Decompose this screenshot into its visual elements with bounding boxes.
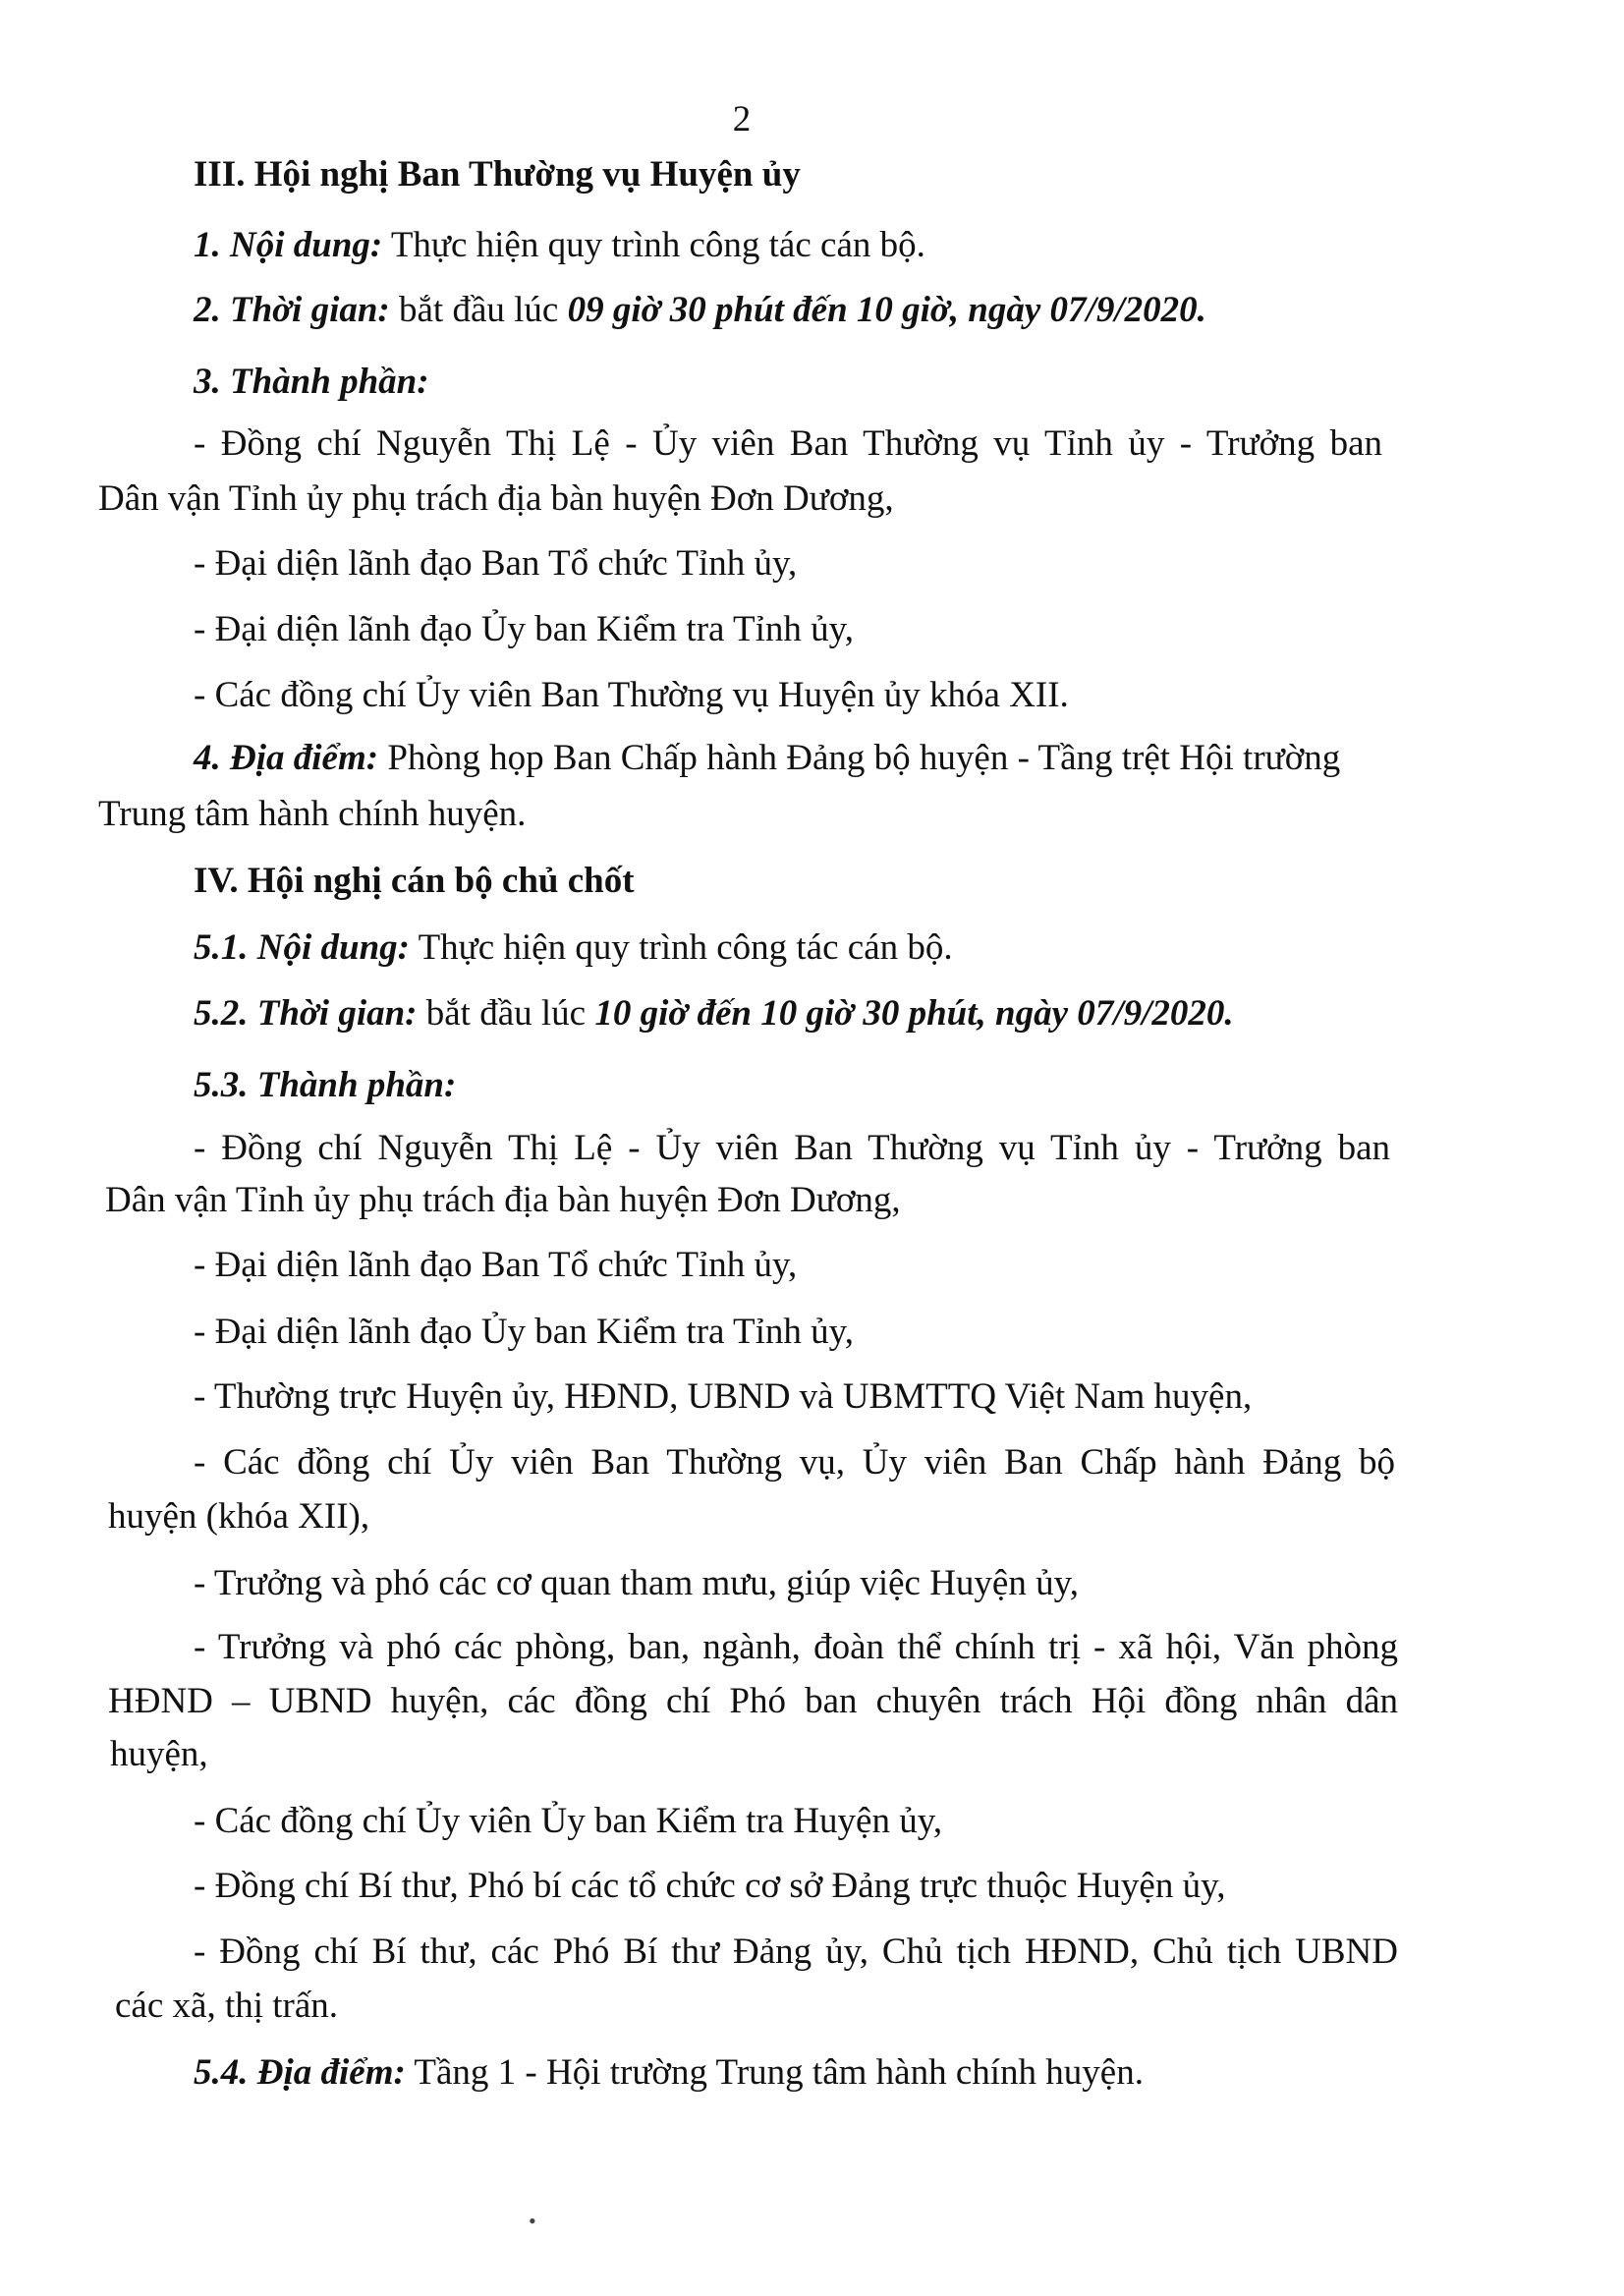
section-4-member-6: - Trưởng và phó các cơ quan tham mưu, giúp việc Huyện ủy, xyxy=(194,1563,1079,1603)
section-3-time-value: 09 giờ 30 phút đến 10 giờ, ngày 07/9/2020. xyxy=(567,290,1206,330)
section-4-time-value: 10 giờ đến 10 giờ 30 phút, ngày 07/9/2020. xyxy=(594,993,1234,1034)
section-4-member-8: - Các đồng chí Ủy viên Ủy ban Kiểm tra Huyện ủy, xyxy=(194,1801,943,1841)
section-4-time-label: 5.2. Thời gian: xyxy=(194,993,418,1034)
section-3-location-line-1 xyxy=(194,737,1340,780)
section-4-content-text: Thực hiện quy trình công tác cán bộ. xyxy=(409,927,953,968)
section-3-member-3: - Đại diện lãnh đạo Ủy ban Kiểm tra Tỉnh ủy, xyxy=(194,609,854,649)
section-3-member-2: - Đại diện lãnh đạo Ban Tổ chức Tỉnh ủy, xyxy=(194,543,798,584)
section-4-member-10-line-2: các xã, thị trấn. xyxy=(115,1986,339,2026)
section-4-content-label: 5.1. Nội dung: xyxy=(194,927,410,968)
section-4-member-5-line-1: - Các đồng chí Ủy viên Ban Thường vụ, Ủy viên Ban Chấp hành Đảng bộ xyxy=(194,1442,1395,1483)
section-4-location-label: 5.4. Địa điểm: xyxy=(194,2052,406,2093)
scan-speck: • xyxy=(529,2209,536,2233)
section-4-member-7-line-1: - Trưởng và phó các phòng, ban, ngành, đoàn thể chính trị - xã hội, Văn phòng xyxy=(194,1627,1398,1667)
section-4-content xyxy=(194,926,953,970)
section-4-member-10-line-1: - Đồng chí Bí thư, các Phó Bí thư Đảng ủy, Chủ tịch HĐND, Chủ tịch UBND xyxy=(194,1932,1398,1972)
section-4-member-1-line-2: Dân vận Tỉnh ủy phụ trách địa bàn huyện Đơn Dương, xyxy=(105,1180,901,1220)
section-4-members-label: 5.3. Thành phần: xyxy=(194,1065,457,1105)
section-3-members-label: 3. Thành phần: xyxy=(194,362,429,402)
section-4-member-2: - Đại diện lãnh đạo Ban Tổ chức Tỉnh ủy, xyxy=(194,1245,798,1285)
section-3-heading: III. Hội nghị Ban Thường vụ Huyện ủy xyxy=(194,154,801,195)
section-3-member-4: - Các đồng chí Ủy viên Ban Thường vụ Huyện ủy khóa XII. xyxy=(194,675,1069,715)
section-3-time-label: 2. Thời gian: xyxy=(194,290,390,330)
section-3-time-prefix: bắt đầu lúc xyxy=(389,290,568,330)
section-4-location xyxy=(194,2051,1144,2095)
section-3-time xyxy=(194,289,1206,332)
page-number: 2 xyxy=(732,99,752,140)
section-3-location-text: Phòng họp Ban Chấp hành Đảng bộ huyện - Tầng trệt Hội trường xyxy=(378,738,1341,778)
section-4-member-9: - Đồng chí Bí thư, Phó bí các tổ chức cơ sở Đảng trực thuộc Huyện ủy, xyxy=(194,1866,1226,1906)
section-4-location-text: Tầng 1 - Hội trường Trung tâm hành chính huyện. xyxy=(405,2052,1144,2093)
section-4-member-7-line-3: huyện, xyxy=(110,1734,208,1774)
section-4-member-3: - Đại diện lãnh đạo Ủy ban Kiểm tra Tỉnh ủy, xyxy=(194,1312,854,1352)
section-3-location-label: 4. Địa điểm: xyxy=(194,738,379,778)
section-3-content-text: Thực hiện quy trình công tác cán bộ. xyxy=(382,225,925,265)
section-3-location-line-2: Trung tâm hành chính huyện. xyxy=(98,794,527,834)
section-4-heading: IV. Hội nghị cán bộ chủ chốt xyxy=(194,861,635,901)
section-4-member-4: - Thường trực Huyện ủy, HĐND, UBND và UBMTTQ Việt Nam huyện, xyxy=(194,1376,1253,1417)
section-4-member-1-line-1: - Đồng chí Nguyễn Thị Lệ - Ủy viên Ban Thường vụ Tỉnh ủy - Trưởng ban xyxy=(194,1128,1390,1168)
section-4-time xyxy=(194,992,1234,1036)
section-4-member-5-line-2: huyện (khóa XII), xyxy=(108,1496,370,1537)
section-3-member-1-line-1: - Đồng chí Nguyễn Thị Lệ - Ủy viên Ban Thường vụ Tỉnh ủy - Trưởng ban xyxy=(194,423,1382,464)
section-4-member-7-line-2: HĐND – UBND huyện, các đồng chí Phó ban chuyên trách Hội đồng nhân dân xyxy=(108,1681,1398,1721)
section-3-member-1-line-2: Dân vận Tỉnh ủy phụ trách địa bàn huyện Đơn Dương, xyxy=(98,478,894,519)
section-3-content xyxy=(194,224,925,267)
section-3-content-label: 1. Nội dung: xyxy=(194,225,383,265)
section-4-time-prefix: bắt đầu lúc xyxy=(417,993,595,1034)
